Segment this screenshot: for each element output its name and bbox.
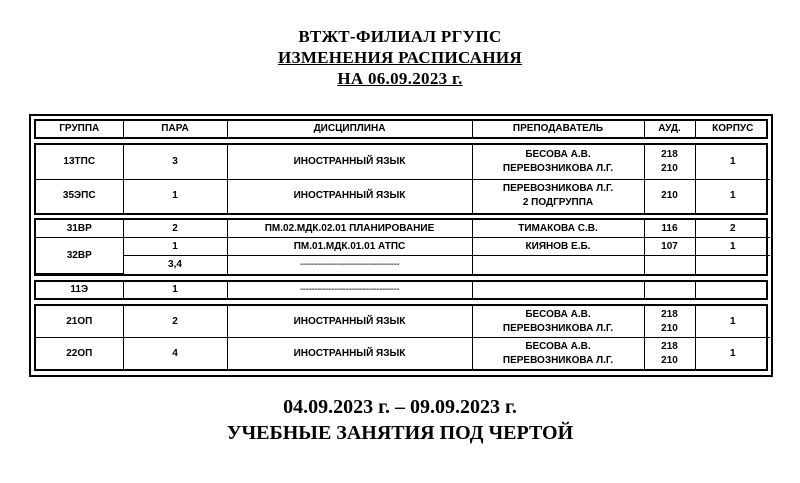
building-cell: 1 <box>695 179 770 213</box>
table-row <box>36 338 770 370</box>
room-number: 218 <box>661 340 678 352</box>
room-number: 218 <box>661 308 678 320</box>
teacher-cell: КИЯНОВ Е.Б. <box>472 238 644 256</box>
room-cell: 116 <box>644 220 695 238</box>
para-cell: 1 <box>123 179 227 213</box>
table-header <box>34 119 768 139</box>
teacher-name: ПЕРЕВОЗНИКОВА Л.Г. <box>502 322 614 334</box>
document-header <box>0 26 800 89</box>
schedule-table <box>29 114 773 377</box>
column-header-discipline: ДИСЦИПЛИНА <box>227 121 472 137</box>
room-cell <box>644 256 695 274</box>
document-footer <box>0 394 800 446</box>
table-row <box>36 238 770 256</box>
para-cell: 3 <box>123 145 227 179</box>
teacher-cell <box>472 306 644 338</box>
group-cell: 11Э <box>36 282 123 298</box>
teacher-cell <box>472 179 644 213</box>
room-cell <box>644 145 695 179</box>
discipline-cell: ИНОСТРАННЫЙ ЯЗЫК <box>227 179 472 213</box>
group-cell: 31ВР <box>36 220 123 238</box>
table-row <box>36 306 770 338</box>
discipline-cell: ПМ.01.МДК.01.01 АТПС <box>227 238 472 256</box>
building-cell: 1 <box>695 145 770 179</box>
para-cell: 1 <box>123 282 227 298</box>
table-block-3 <box>34 280 768 300</box>
teacher-cell: ТИМАКОВА С.В. <box>472 220 644 238</box>
table-row <box>36 256 770 274</box>
room-cell <box>644 306 695 338</box>
para-cell: 4 <box>123 338 227 370</box>
subgroup-note: 2 ПОДГРУППА <box>522 197 594 209</box>
building-cell: 1 <box>695 338 770 370</box>
building-cell: 2 <box>695 220 770 238</box>
para-cell: 2 <box>123 220 227 238</box>
room-cell: 210 <box>644 179 695 213</box>
group-cell: 22ОП <box>36 338 123 370</box>
discipline-cell: ----------------------------------- <box>227 256 472 274</box>
room-cell <box>644 338 695 370</box>
teacher-name: БЕСОВА А.В. <box>525 148 591 160</box>
table-block-1 <box>34 143 768 215</box>
teacher-name: БЕСОВА А.В. <box>525 308 591 320</box>
column-header-room: АУД. <box>644 121 695 137</box>
building-cell <box>695 282 770 298</box>
teacher-cell <box>472 145 644 179</box>
institution-title: ВТЖТ-ФИЛИАЛ РГУПС <box>298 27 502 46</box>
group-cell: 35ЭПС <box>36 179 123 213</box>
teacher-cell <box>472 338 644 370</box>
column-header-building: КОРПУС <box>695 121 770 137</box>
teacher-name: ПЕРЕВОЗНИКОВА Л.Г. <box>502 183 614 195</box>
room-cell: 107 <box>644 238 695 256</box>
table-block-2 <box>34 218 768 276</box>
building-cell: 1 <box>695 238 770 256</box>
schedule-changes-title: ИЗМЕНЕНИЯ РАСПИСАНИЯ <box>278 48 522 67</box>
room-number: 210 <box>661 354 678 366</box>
column-header-group: ГРУППА <box>36 121 123 137</box>
group-cell: 13ТПС <box>36 145 123 179</box>
table-row <box>36 179 770 213</box>
table-row <box>36 220 770 238</box>
column-header-teacher: ПРЕПОДАВАТЕЛЬ <box>472 121 644 137</box>
room-number: 210 <box>661 322 678 334</box>
group-cell: 21ОП <box>36 306 123 338</box>
footer-note: УЧЕБНЫЕ ЗАНЯТИЯ ПОД ЧЕРТОЙ <box>226 422 574 444</box>
discipline-cell: ИНОСТРАННЫЙ ЯЗЫК <box>227 338 472 370</box>
discipline-cell: ИНОСТРАННЫЙ ЯЗЫК <box>227 145 472 179</box>
building-cell <box>695 256 770 274</box>
teacher-name: БЕСОВА А.В. <box>525 340 591 352</box>
para-cell: 3,4 <box>123 256 227 274</box>
group-cell: 32ВР <box>36 238 123 274</box>
table-block-4 <box>34 304 768 371</box>
column-header-para: ПАРА <box>123 121 227 137</box>
room-cell <box>644 282 695 298</box>
teacher-name: ПЕРЕВОЗНИКОВА Л.Г. <box>502 354 614 366</box>
table-row <box>36 282 770 298</box>
building-cell: 1 <box>695 306 770 338</box>
para-cell: 2 <box>123 306 227 338</box>
room-number: 218 <box>661 148 678 160</box>
para-cell: 1 <box>123 238 227 256</box>
table-row <box>36 145 770 179</box>
teacher-name: ПЕРЕВОЗНИКОВА Л.Г. <box>502 162 614 174</box>
discipline-cell: ИНОСТРАННЫЙ ЯЗЫК <box>227 306 472 338</box>
room-number: 210 <box>661 162 678 174</box>
teacher-cell <box>472 282 644 298</box>
date-range: 04.09.2023 г. – 09.09.2023 г. <box>283 396 517 418</box>
discipline-cell: ПМ.02.МДК.02.01 ПЛАНИРОВАНИЕ <box>227 220 472 238</box>
schedule-date-title: НА 06.09.2023 г. <box>337 69 463 88</box>
discipline-cell: ----------------------------------- <box>227 282 472 298</box>
teacher-cell <box>472 256 644 274</box>
